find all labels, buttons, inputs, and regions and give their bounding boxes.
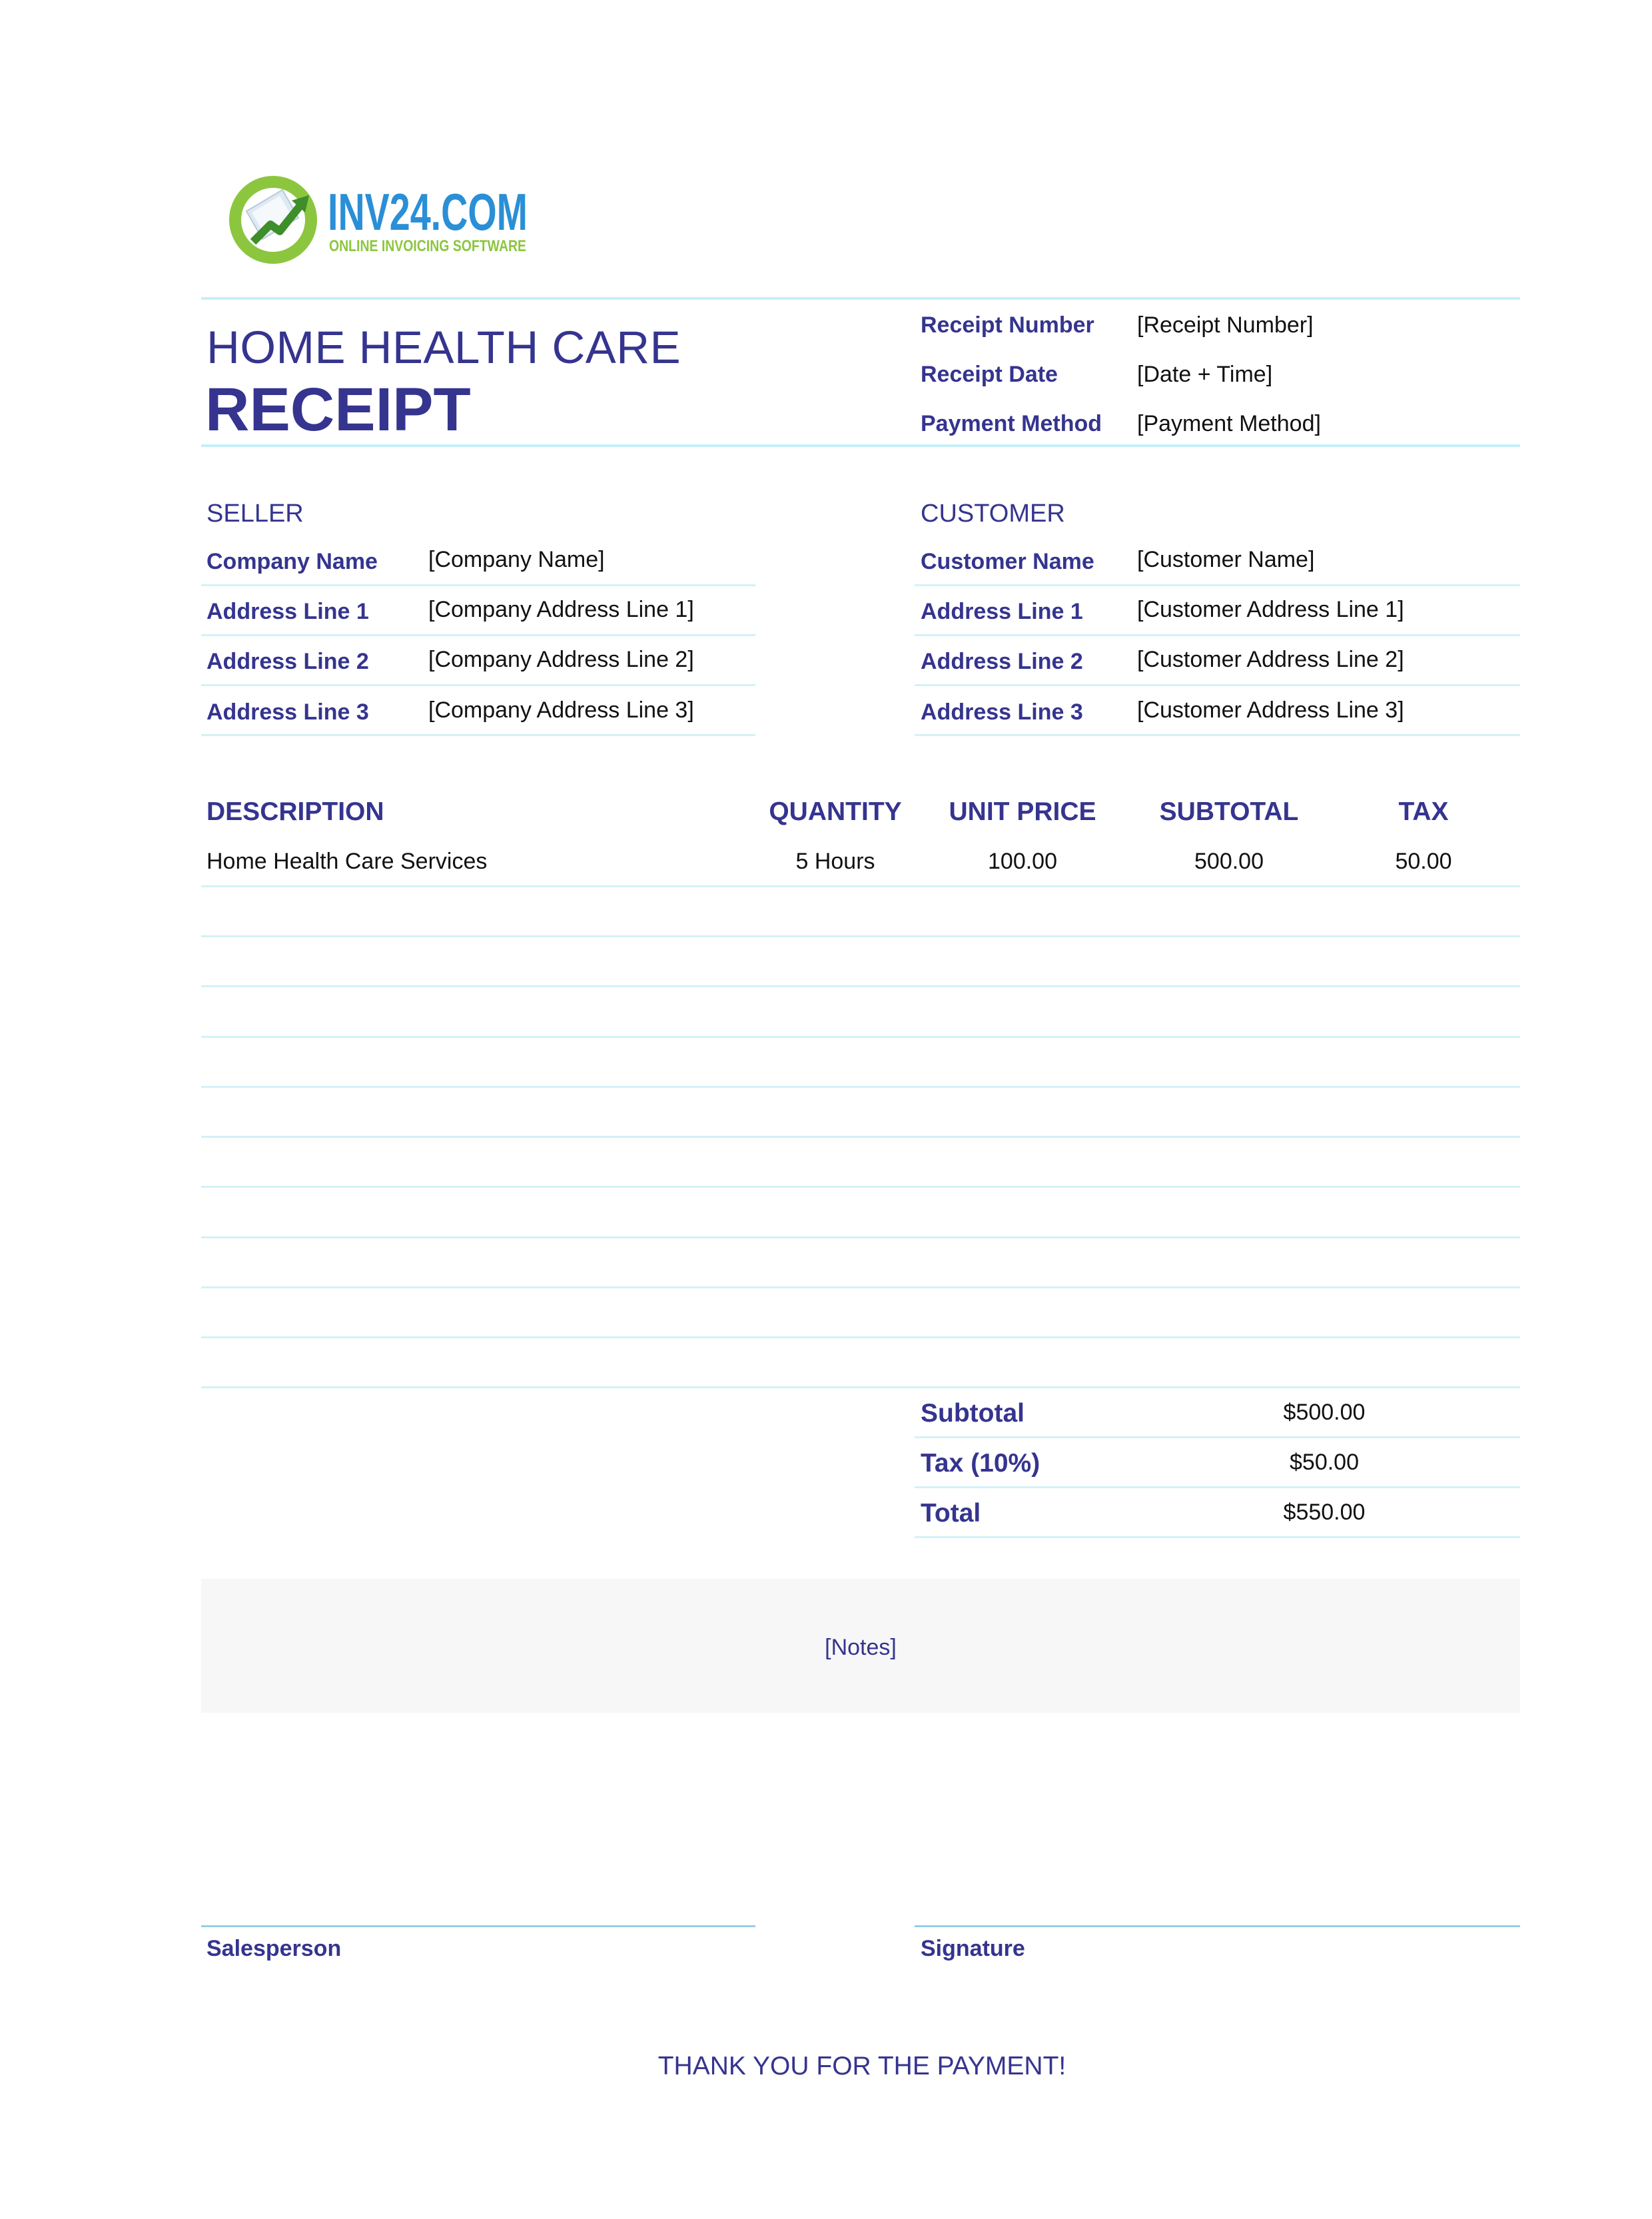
receipt-date-label: Receipt Date (921, 362, 1058, 387)
item-tax: 50.00 (1395, 849, 1452, 874)
customer-address-3-label: Address Line 3 (921, 699, 1083, 725)
seller-company-name-label: Company Name (206, 549, 378, 574)
salesperson-label: Salesperson (206, 1936, 342, 1961)
receipt-number-label: Receipt Number (921, 312, 1094, 338)
header-top-rule (201, 297, 1520, 300)
receipt-number-value: [Receipt Number] (1137, 312, 1314, 338)
item-row-rule (201, 1036, 1520, 1038)
item-subtotal: 500.00 (1194, 849, 1264, 874)
totals-row-rule (915, 1486, 1520, 1488)
item-row-rule (201, 1386, 1520, 1388)
tax-value: $50.00 (1290, 1450, 1359, 1475)
seller-row-rule (201, 584, 755, 586)
customer-name-value: [Customer Name] (1137, 547, 1315, 572)
seller-address-2-label: Address Line 2 (206, 649, 369, 674)
total-value: $550.00 (1283, 1500, 1366, 1525)
seller-address-1-value: [Company Address Line 1] (428, 597, 694, 622)
item-unit-price: 100.00 (988, 849, 1057, 874)
seller-row-rule (201, 684, 755, 686)
totals-row-rule (915, 1536, 1520, 1538)
item-row-rule (201, 1286, 1520, 1288)
seller-address-3-label: Address Line 3 (206, 699, 369, 725)
signature-line (915, 1925, 1520, 1927)
subtotal-value: $500.00 (1283, 1400, 1366, 1425)
col-header-subtotal: SUBTOTAL (1159, 797, 1299, 826)
header-bottom-rule (201, 444, 1520, 447)
logo-tagline: ONLINE INVOICING SOFTWARE (329, 237, 526, 255)
signature-label: Signature (921, 1936, 1025, 1961)
logo-brand: INV24.COM (328, 183, 528, 241)
tax-label: Tax (10%) (921, 1449, 1040, 1478)
item-row-rule (201, 1236, 1520, 1238)
seller-row-rule (201, 634, 755, 636)
seller-address-3-value: [Company Address Line 3] (428, 697, 694, 723)
salesperson-line (201, 1925, 755, 1927)
customer-address-1-value: [Customer Address Line 1] (1137, 597, 1404, 622)
payment-method-value: [Payment Method] (1137, 411, 1321, 436)
item-row-rule (201, 1186, 1520, 1188)
customer-address-2-label: Address Line 2 (921, 649, 1083, 674)
seller-address-1-label: Address Line 1 (206, 599, 369, 624)
subtotal-label: Subtotal (921, 1399, 1025, 1428)
item-row-rule (201, 1136, 1520, 1138)
col-header-description: DESCRIPTION (206, 797, 384, 826)
col-header-tax: TAX (1398, 797, 1449, 826)
totals-row-rule (915, 1436, 1520, 1438)
customer-heading: CUSTOMER (921, 500, 1065, 528)
seller-company-name-value: [Company Name] (428, 547, 605, 572)
notes-text: [Notes] (825, 1635, 897, 1660)
seller-heading: SELLER (206, 500, 304, 528)
customer-address-2-value: [Customer Address Line 2] (1137, 647, 1404, 672)
receipt-date-value: [Date + Time] (1137, 362, 1273, 387)
document-title: RECEIPT (205, 376, 471, 444)
inv24-logo (226, 170, 533, 270)
customer-row-rule (915, 684, 1520, 686)
seller-row-rule (201, 734, 755, 736)
item-description: Home Health Care Services (206, 849, 488, 874)
customer-name-label: Customer Name (921, 549, 1094, 574)
item-row-rule (201, 985, 1520, 987)
item-row-rule (201, 885, 1520, 887)
customer-address-3-value: [Customer Address Line 3] (1137, 697, 1404, 723)
item-row-rule (201, 1086, 1520, 1088)
total-label: Total (921, 1499, 981, 1528)
document-subtitle: HOME HEALTH CARE (206, 322, 681, 373)
item-quantity: 5 Hours (795, 849, 875, 874)
thank-you-message: THANK YOU FOR THE PAYMENT! (657, 2052, 1066, 2080)
seller-address-2-value: [Company Address Line 2] (428, 647, 694, 672)
col-header-quantity: QUANTITY (769, 797, 902, 826)
item-row-rule (201, 1336, 1520, 1338)
chart-arrow-logo-icon (226, 170, 533, 270)
customer-row-rule (915, 584, 1520, 586)
customer-row-rule (915, 734, 1520, 736)
payment-method-label: Payment Method (921, 411, 1102, 436)
customer-address-1-label: Address Line 1 (921, 599, 1083, 624)
col-header-unit-price: UNIT PRICE (949, 797, 1096, 826)
item-row-rule (201, 935, 1520, 937)
customer-row-rule (915, 634, 1520, 636)
